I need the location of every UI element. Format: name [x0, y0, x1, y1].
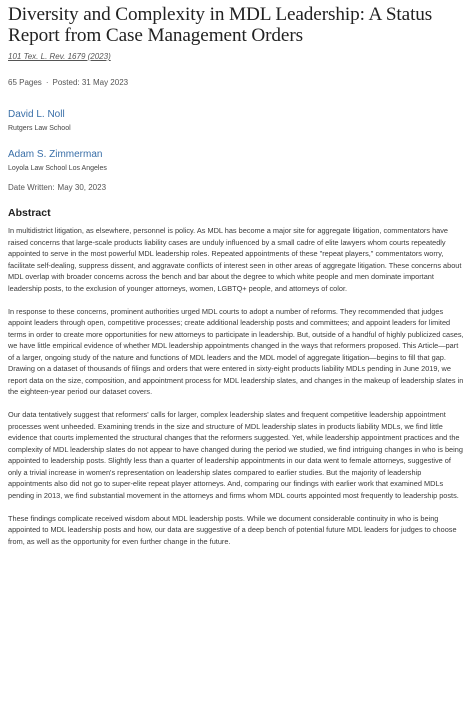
- meta-separator: ·: [45, 78, 49, 87]
- paper-meta: [8, 78, 464, 87]
- page-count: 65 Pages: [8, 78, 42, 87]
- author-block: [8, 144, 464, 172]
- author-affiliation: Rutgers Law School: [8, 125, 71, 132]
- author-block: [8, 104, 464, 132]
- author-affiliation: Loyola Law School Los Angeles: [8, 165, 107, 172]
- abstract-paragraph: In response to these concerns, prominent authorities urged MDL courts to adopt a number of reforms. They recommended that judges appoint leaders through open, competitive processes; create additional leadership posts and committees; and appoint leaders for limited terms in order to create more opportunities for new attorneys to participate in leadership. But, outside of a handful of highly publicized cases, we have little empirical evidence of whether MDL leadership appointments changed in the ways that reformers proposed. This Article—part of a larger, ongoing study of the nature and functions of MDL leaders and the MDL model of aggregate litigation—begins to fill that gap. Drawing on a dataset of thousands of filings and orders that were entered in sixty-eight products liability MDLs pending in June 2019, we report data on the size, composition, and appointment process for MDL leadership slates, and changes in the makeup of leadership slates in the eighteen-year period our dataset covers.: [8, 306, 464, 396]
- abstract-heading: Abstract: [8, 207, 51, 219]
- posted-date: Posted: 31 May 2023: [52, 78, 129, 87]
- abstract-paragraph: These findings complicate received wisdom about MDL leadership posts. While we document considerable continuity in who is being appointed to MDL leadership posts and how, our data are suggestive of a deep bench of potential future MDL leaders for judges to choose from, as well as the opportunity for even further change in the future.: [8, 513, 457, 546]
- author-link[interactable]: David L. Noll: [8, 109, 65, 120]
- date-written: [8, 183, 464, 192]
- abstract-paragraph: Our data tentatively suggest that reformers' calls for larger, complex leadership slates and frequent competitive leadership appointment processes went unheeded. Examining trends in the size and structure of MDL leadership slates in products liability MDLs, we find little evidence that courts implemented the structural changes that the reformers suggested. Yet, while leadership appointment practices and the complexity of MDL leadership slates do not appear to have changed during the period we studied, we find intriguing changes in who is being appointed to leadership posts. Slightly less than a quarter of leadership appointments in our data went to female attorneys, suggestive of only a trivial increase in women's representation on leadership slates compared to earlier studies. But the majority of leadership appointments also did not go to super-elite repeat player attorneys. And, comparing our findings with earlier work that examined MDLs pending in 2013, we find substantial movement in the attorneys and firms whom MDL courts appointed most frequently to leadership posts.: [8, 410, 463, 500]
- paper-title: Diversity and Complexity in MDL Leadership: A Status Report from Case Management Orders: [8, 4, 433, 46]
- date-written-value: May 30, 2023: [57, 183, 107, 192]
- citation-link[interactable]: 101 Tex. L. Rev. 1679 (2023): [8, 52, 111, 61]
- date-written-label: Date Written:: [8, 183, 55, 192]
- paper-page: [8, 4, 464, 547]
- abstract-paragraph: In multidistrict litigation, as elsewhere, personnel is policy. As MDL has become a major site for aggregate litigation, commentators have raised concerns that large-scale products liability cases are unduly influenced by a small cadre of elite lawyers whom courts repeatedly appointed to serve in the most powerful MDL leadership roles. Repeated appointments of these "repeat players," commentators worry, facilitate self-dealing, suppress dissent, and aggravate conflicts of interest seen in other areas of aggregate litigation. These concerns about MDL overlap with broader concerns across the bench and bar about the degree to which white people and men dominate important leadership posts, to the exclusion of younger attorneys, women, LGBTQ+ people, and attorneys of color.: [8, 226, 462, 293]
- abstract-body: [8, 225, 464, 547]
- author-link[interactable]: Adam S. Zimmerman: [8, 149, 103, 160]
